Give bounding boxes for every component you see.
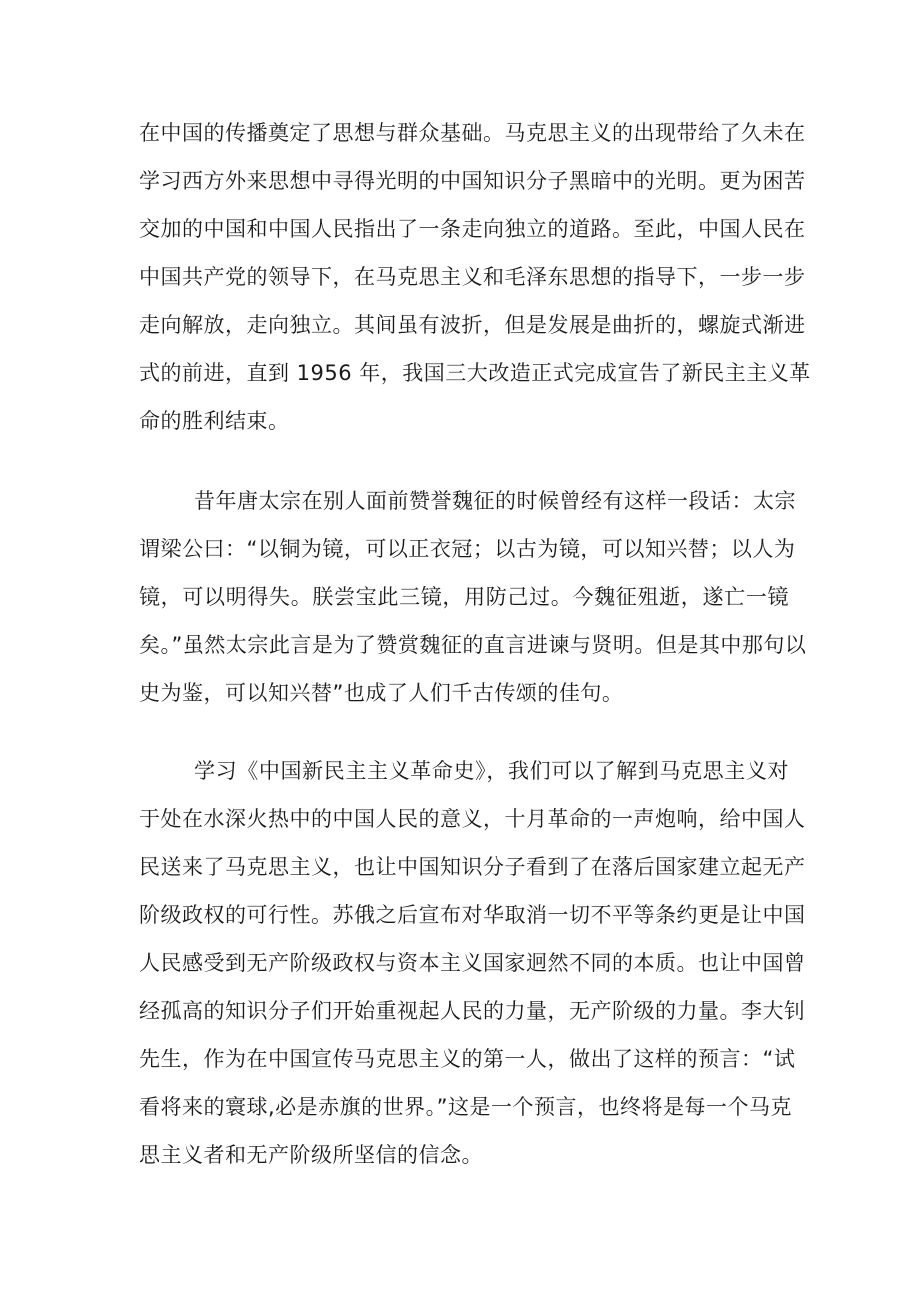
text-line: 式的前进，直到 1956 年，我国三大改造正式完成宣告了新民主主义革 [139,361,811,385]
text-line: 经孤高的知识分子们开始重视起人民的力量，无产阶级的力量。李大钊 [139,999,806,1023]
text-line: 思主义者和无产阶级所坚信的信念。 [139,1143,483,1167]
text-line: 在中国的传播奠定了思想与群众基础。马克思主义的出现带给了久未在 [139,121,806,145]
text-line: 阶级政权的可行性。苏俄之后宣布对华取消一切不平等条约更是让中国 [139,903,806,927]
text-line: 看将来的寰球,必是赤旗的世界。”这是一个预言，也终将是每一个马克 [139,1095,793,1119]
text-line: 走向解放，走向独立。其间虽有波折，但是发展是曲折的，螺旋式渐进 [139,313,806,337]
text-line: 人民感受到无产阶级政权与资本主义国家迥然不同的本质。也让中国曾 [139,951,806,975]
text-line: 谓梁公曰：“以铜为镜，可以正衣冠；以古为镜，可以知兴替；以人为 [139,537,796,561]
text-line: 先生，作为在中国宣传马克思主义的第一人，做出了这样的预言：“试 [139,1047,796,1071]
text-line: 命的胜利结束。 [139,409,290,433]
text-line: 中国共产党的领导下，在马克思主义和毛泽东思想的指导下，一步一步 [139,265,806,289]
text-line: 镜，可以明得失。朕尝宝此三镜，用防己过。今魏征殂逝，遂亡一镜 [139,585,789,609]
paragraph-2 [139,477,807,717]
text-line: 昔年唐太宗在别人面前赞誉魏征的时候曾经有这样一段话：太宗 [194,489,796,513]
text-line: 交加的中国和中国人民指出了一条走向独立的道路。至此，中国人民在 [139,217,806,241]
text-line: 史为鉴，可以知兴替”也成了人们千古传颂的佳句。 [139,681,624,705]
paragraph-3 [139,747,806,1179]
text-line: 矣。”虽然太宗此言是为了赞赏魏征的直言进谏与贤明。但是其中那句以 [139,633,807,657]
text-line: 学习西方外来思想中寻得光明的中国知识分子黑暗中的光明。更为困苦 [139,169,806,193]
text-line: 学习《中国新民主主义革命史》，我们可以了解到马克思主义对 [194,759,789,783]
text-line: 民送来了马克思主义，也让中国知识分子看到了在落后国家建立起无产 [139,855,806,879]
paragraph-1 [139,109,811,445]
text-line: 于处在水深火热中的中国人民的意义，十月革命的一声炮响，给中国人 [139,807,806,831]
